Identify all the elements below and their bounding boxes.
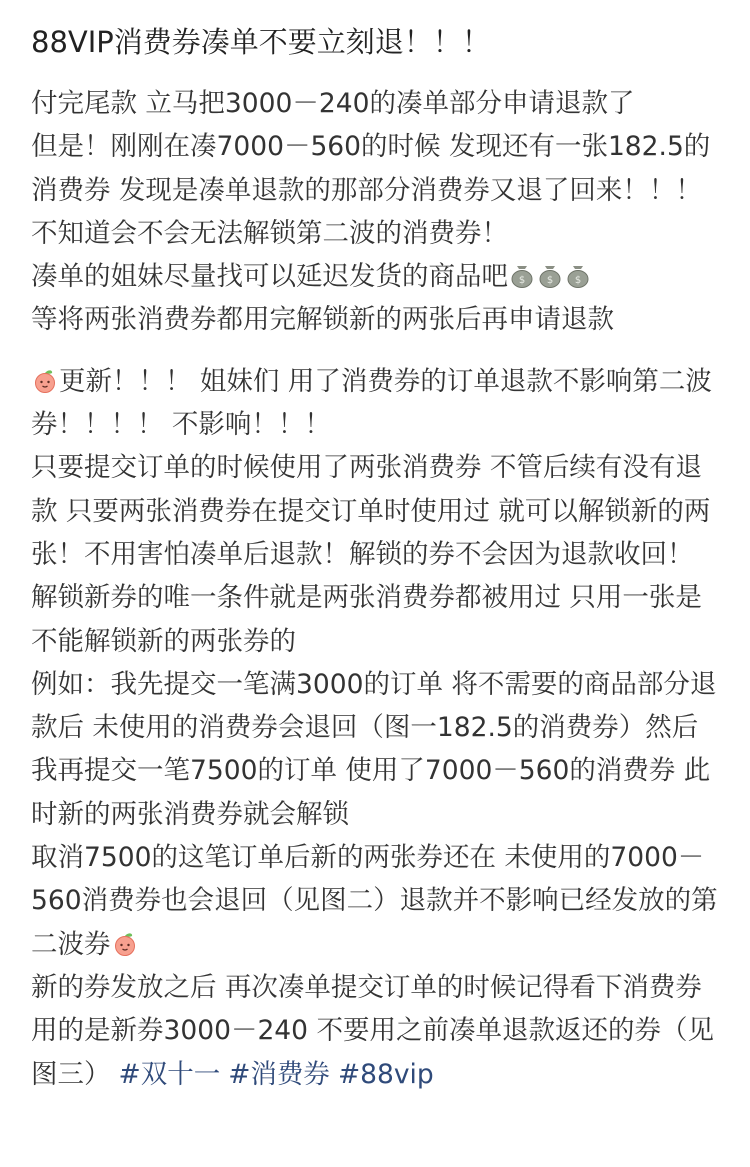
hashtag-88vip[interactable]: #88vip [337,1058,434,1090]
peach-face-icon [32,368,58,394]
peach-face-icon [112,931,138,957]
paragraph-7: 只要提交订单的时候使用了两张消费券 不管后续有没有退款 只要两张消费券在提交订单时使用过 就可以解锁新的两张！不用害怕凑单后退款！解锁的券不会因为退款收回！解锁新券的唯一条件就是两张消费券都被用过 只用一张是不能解锁新的两张券的 [31,452,711,657]
paragraph-3: 不知道会不会无法解锁第二波的消费券！ [31,217,508,249]
hashtag-xiaofeiquan[interactable]: #消费券 [228,1058,330,1090]
svg-text:$: $ [518,275,526,287]
paragraph-2: 但是！刚刚在凑7000－560的时候 发现还有一张182.5的消费券 发现是凑单退款的那部分消费券又退了回来！！！ [31,131,711,206]
paragraph-4-text: 凑单的姐妹尽量找可以延迟发货的商品吧 [31,261,508,293]
hashtag-shuang-shiyi[interactable]: #双十一 [118,1058,221,1090]
paragraph-5: 等将两张消费券都用完解锁新的两张后再申请退款 [31,304,614,336]
money-bag-icon [537,263,563,289]
paragraph-4 [31,255,719,298]
post-title: 88VIP消费券凑单不要立刻退！！！ [31,25,491,59]
money-bag-icon [565,263,591,289]
paragraph-10 [31,966,719,1096]
paragraph-8: 例如：我先提交一笔满3000的订单 将不需要的商品部分退款后 未使用的消费券会退回（图一182.5的消费券）然后我再提交一笔7500的订单 使用了7000－560的消费券 此时新的两张消费券就会解锁 [31,668,717,830]
svg-text:$: $ [546,275,554,287]
post-content [31,82,719,1096]
paragraph-10-text: 新的券发放之后 再次凑单提交订单的时候记得看下消费券用的是新券3000－240 不要用之前凑单退款返还的券（见图三） [31,971,714,1090]
svg-text:$: $ [574,275,582,287]
money-bag-icon [509,263,535,289]
paragraph-1: 付完尾款 立马把3000－240的凑单部分申请退款了 [31,88,635,119]
paragraph-9-text: 取消7500的这笔订单后新的两张券还在 未使用的7000－560消费券也会退回（见图二）退款并不影响已经发放的第二波券 [31,842,718,960]
paragraph-6-text: 更新！！！ 姐妹们 用了消费券的订单退款不影响第二波券！！！！ 不影响！！！ [31,365,712,441]
paragraph-6 [31,360,719,447]
paragraph-9 [31,836,719,966]
